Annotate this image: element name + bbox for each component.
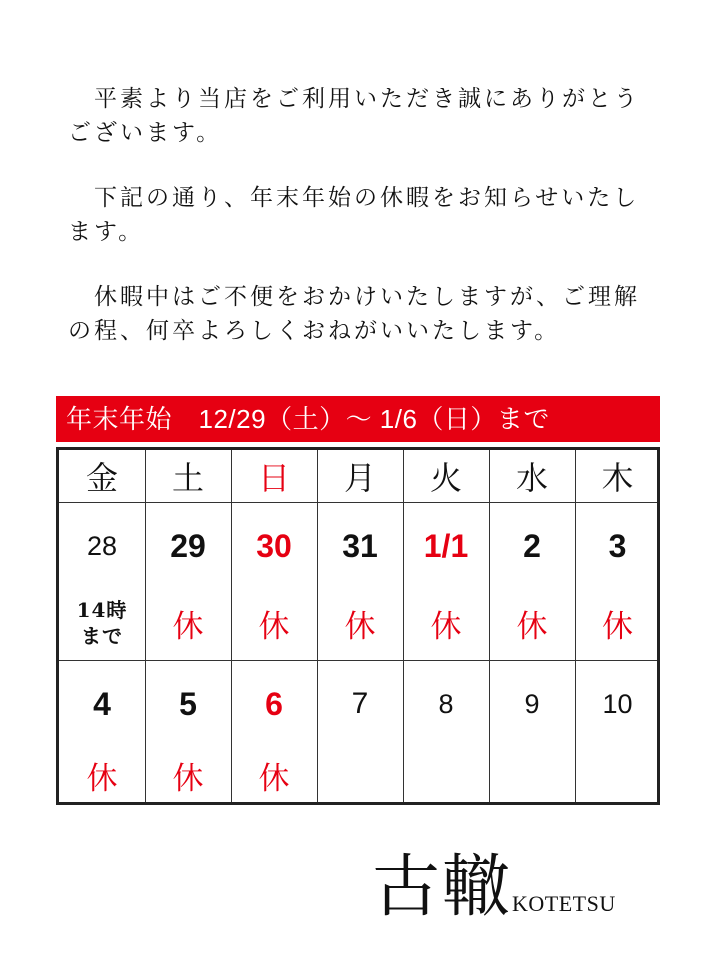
closed-mark: 休 xyxy=(516,608,548,645)
closed-mark: 休 xyxy=(258,761,290,797)
date-6: 6 xyxy=(265,685,283,722)
weekday-fri: 金 xyxy=(85,459,118,497)
weekday-tue: 火 xyxy=(429,459,462,497)
date-28: 28 xyxy=(86,530,118,561)
weekday-thu: 木 xyxy=(601,459,634,497)
date-4: 4 xyxy=(93,685,111,722)
closed-mark: 休 xyxy=(344,608,376,645)
closed-mark: 休 xyxy=(602,608,633,645)
date-1-1: 1/1 xyxy=(423,527,469,564)
holiday-announcement-paragraph: 下記の通り、年末年始の休暇をお知らせいたします。 xyxy=(68,185,640,245)
date-7: 7 xyxy=(351,687,369,720)
weekday-mon: 月 xyxy=(343,459,376,497)
date-3: 3 xyxy=(608,527,627,564)
date-9: 9 xyxy=(524,688,540,719)
date-10: 10 xyxy=(602,688,633,719)
grid-line xyxy=(59,660,657,661)
closed-mark: 休 xyxy=(172,608,204,645)
greeting-paragraph: 平素より当店をご利用いただき誠にありがとうございます。 xyxy=(68,86,640,146)
closed-mark: 休 xyxy=(430,608,462,645)
apology-paragraph: 休暇中はご不便をおかけいたしますが、ご理解の程、何卒よろしくおねがいいたします。 xyxy=(68,284,640,344)
closed-mark: 休 xyxy=(86,761,118,797)
weekday-wed: 水 xyxy=(515,459,548,497)
store-signature xyxy=(372,838,616,928)
weekday-sat: 土 xyxy=(171,459,204,497)
store-name-kanji: 古轍 xyxy=(372,848,513,927)
closed-mark: 休 xyxy=(258,608,290,645)
holiday-period-banner: 年末年始 12/29（土）～ 1/6（日）まで xyxy=(56,396,660,442)
date-2: 2 xyxy=(523,527,541,564)
date-30: 30 xyxy=(256,527,292,564)
closed-mark: 休 xyxy=(172,761,204,797)
date-31: 31 xyxy=(342,527,378,564)
date-5: 5 xyxy=(179,685,197,722)
store-name-roman: KOTETSU xyxy=(512,891,616,916)
date-8: 8 xyxy=(438,688,454,719)
holiday-calendar xyxy=(56,447,660,805)
weekday-sun: 日 xyxy=(257,459,290,497)
date-29: 29 xyxy=(170,527,206,564)
open-until-14-note: 14時 まで xyxy=(76,598,128,648)
